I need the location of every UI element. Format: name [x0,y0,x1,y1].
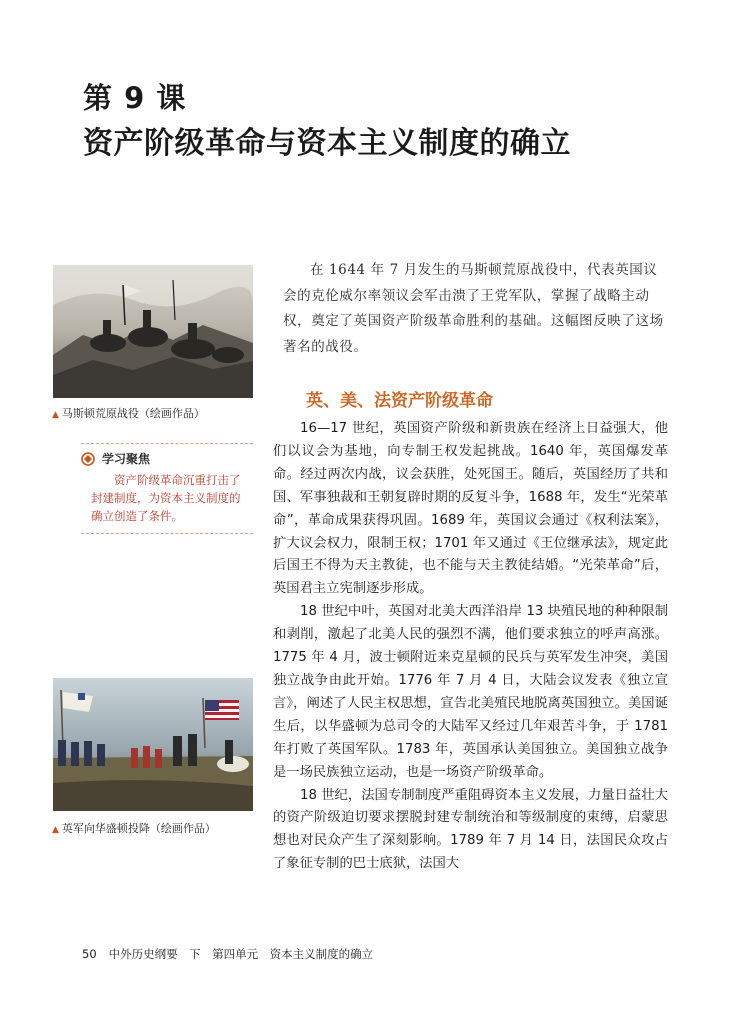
lesson-number: 第 9 课 [83,81,187,115]
paragraph: 16—17 世纪，英国资产阶级和新贵族在经济上日益强大，他们以议会为基地，向专制王权发起挑战。1640 年，英国爆发革命。经过两次内战，议会获胜，处死国王。随后，英国经历了共和国、军事独裁和王朝复辟时期的反复斗争，1688 年，发生“光荣革命”，革命成果获得巩固。1689 年，英国议会通过《权利法案》，扩大议会权力，限制王权；1701 年又通过《王位继承法》，规定此后国王不得为天主教徒，也不能与天主教徒结婚。“光荣革命”后，英国君主立宪制逐步形成。 [273,421,668,597]
lesson-title: 资产阶级革命与资本主义制度的确立 [83,126,571,161]
focus-target-icon [81,452,95,466]
study-focus-box [81,443,253,535]
intro-paragraph: 在 1644 年 7 月发生的马斯顿荒原战役中，代表英国议会的克伦威尔率领议会军击溃了王党军队，掌握了战略主动权，奠定了英国资产阶级革命胜利的基础。这幅图反映了这场著名的战役。 [283,262,664,355]
section-title: 英、美、法资产阶级革命 [306,391,493,411]
page-number: 50 [82,947,97,961]
running-footer: 中外历史纲要 下 第四单元 资本主义制度的确立 [108,947,374,961]
study-focus-text: 资产阶级革命沉重打击了封建制度，为资本主义制度的确立创造了条件。 [91,473,241,523]
study-focus-heading: 学习聚焦 [81,450,150,467]
battle-painting-image [53,265,253,398]
paragraph: 18 世纪中叶，英国对北美大西洋沿岸 13 块殖民地的种种限制和剥削，激起了北美人民的强烈不满，他们要求独立的呼声高涨。1775 年 4 月，波士顿附近来克星顿的民兵与英军发生冲突，美国独立战争由此开始。1776 年 7 月 4 日，大陆会议发表《独立宣言》，阐述了人民主权思想，宣告北美殖民地脱离英国独立。美国诞生后，以华盛顿为总司令的大陆军又经过几年艰苦斗争，于 1781 年打败了英国军队。1783 年，英国承认美国独立。美国独立战争是一场民族独立运动，也是一场资产阶级革命。 [273,604,668,780]
page-footer [82,946,373,962]
paragraph: 18 世纪，法国专制制度严重阻碍资本主义发展，力量日益壮大的资产阶级迫切要求摆脱封建专制统治和等级制度的束缚，启蒙思想也对民众产生了深刻影响。1789 年 7 月 14 日，法国民众攻占了象征专制的巴士底狱，法国大 [273,787,668,872]
divider [81,443,253,444]
figure-caption: ▲ 马斯顿荒原战役（绘画作品） [52,407,205,420]
divider [81,533,253,534]
figure-caption: ▲ 英军向华盛顿投降（绘画作品） [52,822,216,835]
surrender-painting-image [53,678,253,811]
caption-marker-icon: ▲ [52,410,59,420]
body-text [273,418,668,876]
caption-marker-icon: ▲ [52,825,59,835]
